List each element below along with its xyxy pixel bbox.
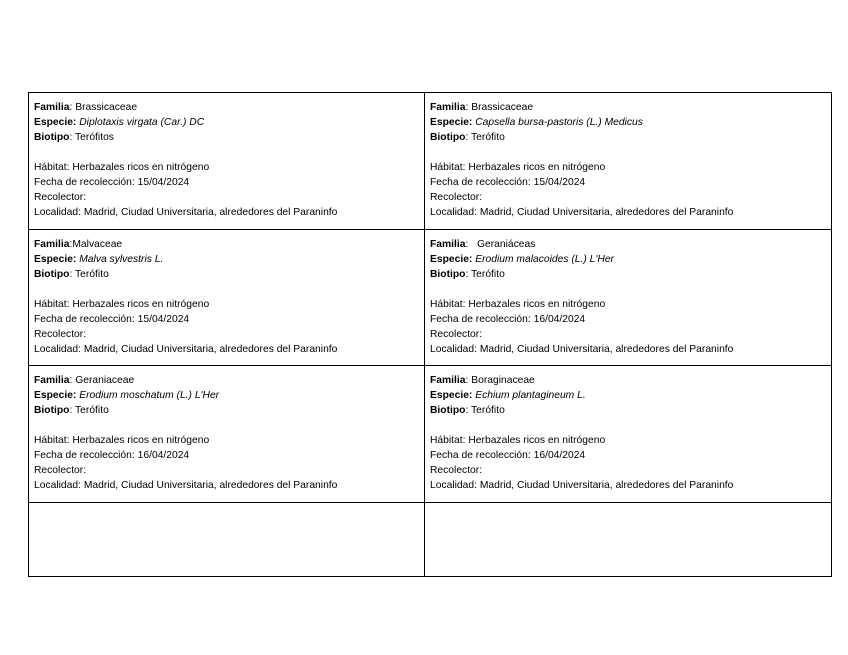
biotipo-label: Biotipo bbox=[34, 269, 70, 280]
localidad-label: Localidad: bbox=[430, 344, 477, 355]
fecha-label: Fecha de recolección: bbox=[34, 450, 135, 461]
label-card bbox=[425, 93, 831, 230]
familia-separator: : bbox=[465, 102, 469, 113]
label-card bbox=[29, 230, 425, 366]
familia-line bbox=[430, 100, 826, 115]
biotipo-value: Terófito bbox=[471, 269, 505, 280]
especie-line bbox=[430, 252, 826, 267]
familia-value: Geraniáceas bbox=[476, 239, 536, 250]
especie-value: Erodium moschatum (L.) L'Her bbox=[79, 390, 220, 401]
recolector-line bbox=[34, 463, 419, 478]
familia-label: Familia bbox=[34, 239, 70, 250]
especie-label: Especie: bbox=[430, 390, 473, 401]
familia-value: Brassicaceae bbox=[75, 102, 138, 113]
habitat-line bbox=[430, 433, 826, 448]
familia-label: Familia bbox=[34, 375, 70, 386]
biotipo-label: Biotipo bbox=[430, 405, 466, 416]
recolector-line bbox=[430, 190, 826, 205]
localidad-label: Localidad: bbox=[430, 480, 477, 491]
localidad-line bbox=[430, 205, 826, 220]
familia-label: Familia bbox=[34, 102, 70, 113]
familia-value: Malvaceae bbox=[72, 239, 123, 250]
fecha-line bbox=[430, 175, 826, 190]
biotipo-separator: : bbox=[465, 269, 469, 280]
localidad-value: Madrid, Ciudad Universitaria, alrededores del Paraninfo bbox=[83, 344, 338, 355]
especie-label: Especie: bbox=[430, 117, 473, 128]
especie-line bbox=[34, 388, 419, 403]
biotipo-separator: : bbox=[69, 405, 73, 416]
habitat-label: Hábitat: bbox=[430, 435, 466, 446]
habitat-label: Hábitat: bbox=[34, 435, 70, 446]
habitat-label: Hábitat: bbox=[34, 299, 70, 310]
fecha-line bbox=[34, 448, 419, 463]
especie-line bbox=[430, 115, 826, 130]
especie-line bbox=[34, 115, 419, 130]
habitat-label: Hábitat: bbox=[430, 162, 466, 173]
localidad-value: Madrid, Ciudad Universitaria, alrededores del Paraninfo bbox=[479, 207, 734, 218]
especie-value: Erodium malacoides (L.) L'Her bbox=[475, 254, 614, 265]
localidad-value: Madrid, Ciudad Universitaria, alrededores del Paraninfo bbox=[83, 480, 338, 491]
fecha-label: Fecha de recolección: bbox=[430, 450, 531, 461]
biotipo-value: Terófitos bbox=[75, 132, 114, 143]
fecha-line bbox=[34, 312, 419, 327]
biotipo-line bbox=[34, 403, 419, 418]
biotipo-label: Biotipo bbox=[430, 132, 466, 143]
localidad-line bbox=[34, 205, 419, 220]
fecha-value: 15/04/2024 bbox=[137, 177, 190, 188]
fecha-line bbox=[430, 312, 826, 327]
recolector-label: Recolector: bbox=[430, 329, 483, 340]
localidad-line bbox=[430, 342, 826, 357]
especie-value: Malva sylvestris L. bbox=[79, 254, 164, 265]
localidad-line bbox=[430, 478, 826, 493]
familia-line bbox=[34, 237, 419, 252]
label-card bbox=[29, 366, 425, 503]
familia-line bbox=[430, 237, 826, 252]
habitat-value: Herbazales ricos en nitrógeno bbox=[468, 162, 606, 173]
fecha-value: 15/04/2024 bbox=[533, 177, 586, 188]
familia-value: Brassicaceae bbox=[471, 102, 534, 113]
habitat-value: Herbazales ricos en nitrógeno bbox=[468, 435, 606, 446]
biotipo-separator: : bbox=[69, 269, 73, 280]
familia-label: Familia bbox=[430, 102, 466, 113]
recolector-label: Recolector: bbox=[430, 192, 483, 203]
especie-value: Diplotaxis virgata (Car.) DC bbox=[79, 117, 205, 128]
biotipo-line bbox=[34, 267, 419, 282]
familia-separator: : bbox=[69, 102, 73, 113]
familia-separator: : bbox=[69, 375, 73, 386]
habitat-line bbox=[430, 297, 826, 312]
habitat-label: Hábitat: bbox=[34, 162, 70, 173]
habitat-line bbox=[430, 160, 826, 175]
fecha-value: 16/04/2024 bbox=[137, 450, 190, 461]
familia-line bbox=[34, 100, 419, 115]
biotipo-value: Terófito bbox=[471, 405, 505, 416]
recolector-line bbox=[430, 463, 826, 478]
localidad-label: Localidad: bbox=[34, 207, 81, 218]
localidad-line bbox=[34, 478, 419, 493]
especie-label: Especie: bbox=[34, 254, 77, 265]
especie-line bbox=[430, 388, 826, 403]
biotipo-label: Biotipo bbox=[34, 132, 70, 143]
habitat-value: Herbazales ricos en nitrógeno bbox=[72, 162, 210, 173]
localidad-label: Localidad: bbox=[34, 344, 81, 355]
label-card bbox=[29, 93, 425, 230]
fecha-line bbox=[34, 175, 419, 190]
localidad-label: Localidad: bbox=[34, 480, 81, 491]
habitat-line bbox=[34, 160, 419, 175]
recolector-label: Recolector: bbox=[430, 465, 483, 476]
fecha-label: Fecha de recolección: bbox=[430, 314, 531, 325]
fecha-line bbox=[430, 448, 826, 463]
biotipo-label: Biotipo bbox=[430, 269, 466, 280]
especie-value: Capsella bursa-pastoris (L.) Medicus bbox=[475, 117, 643, 128]
habitat-value: Herbazales ricos en nitrógeno bbox=[468, 299, 606, 310]
familia-label: Familia bbox=[430, 375, 466, 386]
familia-value: Geraniaceae bbox=[75, 375, 135, 386]
biotipo-line bbox=[34, 130, 419, 145]
especie-label: Especie: bbox=[34, 117, 77, 128]
recolector-label: Recolector: bbox=[34, 329, 87, 340]
empty-label-card bbox=[29, 503, 425, 576]
empty-label-card bbox=[425, 503, 831, 576]
localidad-line bbox=[34, 342, 419, 357]
familia-label: Familia bbox=[430, 239, 466, 250]
habitat-value: Herbazales ricos en nitrógeno bbox=[72, 299, 210, 310]
localidad-value: Madrid, Ciudad Universitaria, alrededores del Paraninfo bbox=[83, 207, 338, 218]
biotipo-label: Biotipo bbox=[34, 405, 70, 416]
herbarium-label-sheet bbox=[28, 92, 832, 577]
biotipo-value: Terófito bbox=[75, 405, 109, 416]
familia-separator: : bbox=[465, 239, 469, 250]
biotipo-separator: : bbox=[465, 132, 469, 143]
recolector-label: Recolector: bbox=[34, 465, 87, 476]
fecha-label: Fecha de recolección: bbox=[430, 177, 531, 188]
recolector-line bbox=[34, 190, 419, 205]
biotipo-value: Terófito bbox=[471, 132, 505, 143]
recolector-line bbox=[34, 327, 419, 342]
especie-value: Echium plantagineum L. bbox=[475, 390, 586, 401]
localidad-value: Madrid, Ciudad Universitaria, alrededores del Paraninfo bbox=[479, 344, 734, 355]
especie-line bbox=[34, 252, 419, 267]
fecha-value: 15/04/2024 bbox=[137, 314, 190, 325]
especie-label: Especie: bbox=[34, 390, 77, 401]
biotipo-line bbox=[430, 267, 826, 282]
familia-separator: : bbox=[69, 239, 73, 250]
label-card bbox=[425, 230, 831, 366]
fecha-label: Fecha de recolección: bbox=[34, 177, 135, 188]
habitat-line bbox=[34, 433, 419, 448]
recolector-label: Recolector: bbox=[34, 192, 87, 203]
localidad-value: Madrid, Ciudad Universitaria, alrededores del Paraninfo bbox=[479, 480, 734, 491]
familia-value: Boraginaceae bbox=[471, 375, 535, 386]
habitat-line bbox=[34, 297, 419, 312]
biotipo-line bbox=[430, 130, 826, 145]
biotipo-separator: : bbox=[465, 405, 469, 416]
biotipo-line bbox=[430, 403, 826, 418]
localidad-label: Localidad: bbox=[430, 207, 477, 218]
familia-separator: : bbox=[465, 375, 469, 386]
habitat-value: Herbazales ricos en nitrógeno bbox=[72, 435, 210, 446]
fecha-value: 16/04/2024 bbox=[533, 450, 586, 461]
recolector-line bbox=[430, 327, 826, 342]
label-card bbox=[425, 366, 831, 503]
familia-line bbox=[430, 373, 826, 388]
habitat-label: Hábitat: bbox=[430, 299, 466, 310]
familia-line bbox=[34, 373, 419, 388]
label-grid bbox=[29, 93, 831, 576]
biotipo-value: Terófito bbox=[75, 269, 109, 280]
fecha-value: 16/04/2024 bbox=[533, 314, 586, 325]
especie-label: Especie: bbox=[430, 254, 473, 265]
fecha-label: Fecha de recolección: bbox=[34, 314, 135, 325]
biotipo-separator: : bbox=[69, 132, 73, 143]
